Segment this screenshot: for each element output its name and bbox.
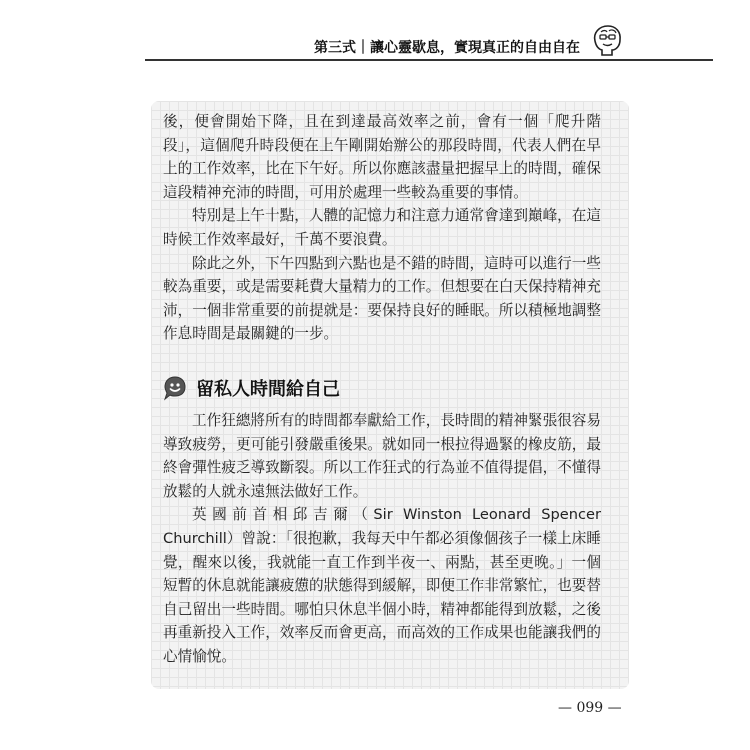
section1-body: [163, 110, 601, 346]
paragraph: 英國前首相邱吉爾（Sir Winston Leonard Spencer Churchill）曾說：「很抱歉，我每天中午都必須像個孩子一樣上床睡覺，醒來以後，我就能一直工作到半夜一、兩點，甚至更晚。」一個短暫的休息就能讓疲憊的狀態得到緩解，即便工作非常繁忙，也要替自己留出一些時間。哪怕只休息半個小時，精神都能得到放鬆，之後再重新投入工作，效率反而會更高，而高效的工作成果也能讓我們的心情愉悅。: [163, 506, 601, 665]
brain-face-icon: [588, 20, 626, 58]
section-title: 留私人時間給自己: [196, 379, 340, 400]
section2-body: [163, 409, 601, 669]
paragraph: 後，便會開始下降，且在到達最高效率之前，會有一個「爬升階段」，這個爬升時段便在上午剛開始辦公的那段時間，代表人們在早上的工作效率，比在下午好。所以你應該盡量把握早上的時間，確保這段精神充沛的時間，可用於處理一些較為重要的事情。: [163, 113, 601, 201]
smiley-bubble-icon: [162, 375, 188, 401]
paragraph: 除此之外，下午四點到六點也是不錯的時間，這時可以進行一些較為重要，或是需要耗費大量精力的工作。但想要在白天保持精神充沛，一個非常重要的前提就是：要保持良好的睡眠。所以積極地調整作息時間是最關鍵的一步。: [163, 254, 601, 343]
page-number: — 099 —: [558, 700, 622, 716]
section-heading: [162, 373, 340, 403]
paragraph: 特別是上午十點，人體的記憶力和注意力通常會達到巔峰，在這時候工作效率最好，千萬不要浪費。: [163, 207, 601, 248]
header-rule: [145, 59, 713, 61]
chapter-header-title: 第三式｜讓心靈歇息，實現真正的自由自在: [314, 40, 580, 56]
paragraph: 工作狂總將所有的時間都奉獻給工作，長時間的精神緊張很容易導致疲勞，更可能引發嚴重後果。就如同一根拉得過緊的橡皮筋，最終會彈性疲乏導致斷裂。所以工作狂式的行為並不值得提倡，不懂得放鬆的人就永遠無法做好工作。: [163, 412, 601, 500]
